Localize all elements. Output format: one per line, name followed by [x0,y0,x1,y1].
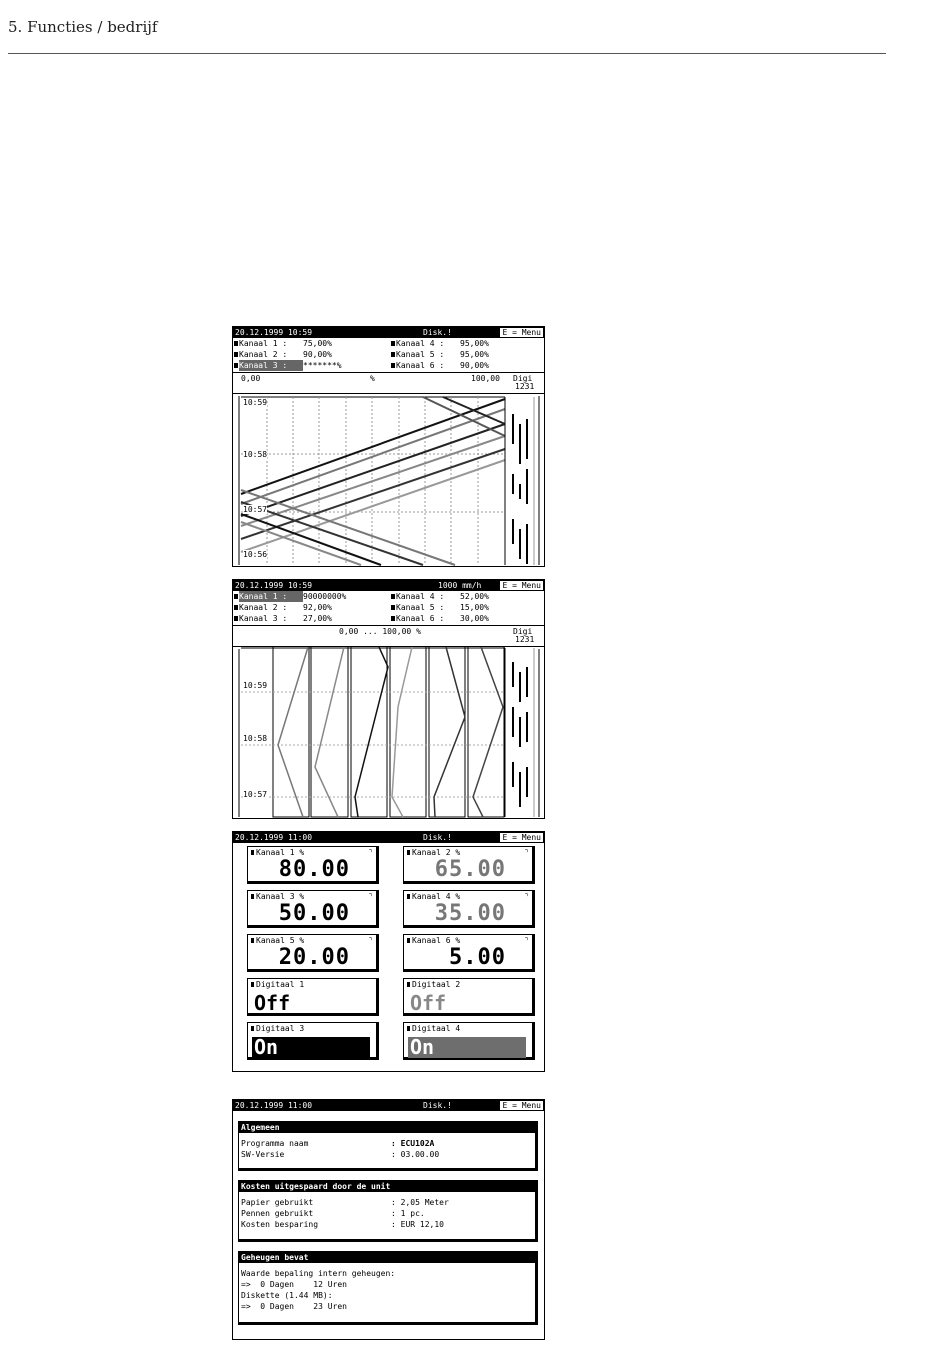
channel-value: 75,00% [303,339,332,348]
channel-name[interactable]: Kanaal 6 : [396,614,445,623]
digital-state: On [254,1035,279,1059]
digital-state: Off [410,991,447,1015]
channel-row [391,360,489,371]
channel-name[interactable]: Kanaal 6 : [396,361,445,370]
channel-row [391,338,489,349]
channel-value: 92,00% [303,603,332,612]
corner-mark-icon: ⌝ [368,892,373,901]
digital-state-bar [408,1037,526,1058]
channel-tile[interactable] [247,846,379,884]
menu-button[interactable]: E = Menu [499,1100,544,1111]
channel-marker [391,605,395,610]
section-title: Geheugen bevat [239,1252,535,1263]
tile-value: 65.00 [434,857,506,882]
digital-tile[interactable] [247,1022,379,1060]
status-bar [233,327,544,338]
info-section-memory [238,1251,538,1325]
time-label: 10:58 [243,734,268,743]
scale-max: 100,00 [471,374,500,383]
channel-row [234,349,342,360]
section-title: Kosten uitgespaard door de unit [239,1181,535,1192]
tile-label: Kanaal 6 % [407,936,460,945]
digital-state: On [410,1035,435,1059]
channel-marker [234,616,238,621]
channel-name[interactable]: Kanaal 1 : [239,339,288,348]
tile-label: Kanaal 1 % [251,848,304,857]
channel-value: 95,00% [460,350,489,359]
channel-row [234,338,342,349]
channel-row [391,613,489,624]
status-mode: Disk.! [423,328,452,337]
scale-text: 0,00 ... 100,00 % [339,627,421,636]
channel-value: *******% [303,361,342,370]
info-row: Pennen gebruikt : 1 pc. [241,1209,425,1218]
channel-marker [234,341,238,346]
digital-tile[interactable] [247,978,379,1016]
channel-value: 95,00% [460,339,489,348]
page-header: 5. Functies / bedrijf [8,18,158,36]
header-rule [8,53,886,54]
channel-tile[interactable] [403,890,535,928]
channel-tile[interactable] [247,934,379,972]
channel-marker [391,594,395,599]
channel-values [233,338,544,373]
status-bar [233,580,544,591]
tile-value: 50.00 [278,901,350,926]
digital-state: Off [254,991,291,1015]
scale-unit: % [370,374,375,383]
info-line: Waarde bepaling intern geheugen: [241,1269,396,1278]
time-label: 10:59 [243,398,268,407]
info-screen [232,1099,545,1340]
digital-label: Digi [513,627,533,636]
channel-row [234,602,346,613]
tile-label: Kanaal 5 % [251,936,304,945]
time-label: 10:59 [243,681,268,690]
trend-lines-horizontal [233,394,544,567]
channel-row [234,613,346,624]
scale-row [233,373,544,394]
status-datetime: 20.12.1999 11:00 [235,833,313,842]
info-row: Kosten besparing : EUR 12,10 [241,1220,444,1229]
trend-plot [233,394,544,567]
trend-screen-vertical [232,579,545,819]
channel-value: 30,00% [460,614,489,623]
tile-value: 80.00 [278,857,350,882]
channel-name[interactable]: Kanaal 2 : [239,350,288,359]
digital-state-bar [252,1037,370,1058]
channel-marker [391,341,395,346]
status-datetime: 20.12.1999 11:00 [235,1101,313,1110]
channel-row [234,591,346,602]
channel-value: 52,00% [460,592,489,601]
digital-tile[interactable] [403,978,535,1016]
trend-screen-horizontal [232,326,545,567]
status-bar [233,832,544,843]
digital-label: Digi [513,374,533,383]
channel-value: 90000000% [303,592,347,601]
channel-marker [391,616,395,621]
info-row: Papier gebruikt : 2,05 Meter [241,1198,449,1207]
info-row: Programma naam : ECU102A [241,1139,435,1148]
info-section-general [238,1121,538,1171]
channel-marker [234,352,238,357]
channel-row [391,602,489,613]
menu-button[interactable]: E = Menu [499,580,544,591]
section-title: Algemeen [239,1122,535,1133]
info-line: => 0 Dagen 23 Uren [241,1302,347,1311]
time-label: 10:56 [243,550,268,559]
channel-value: 15,00% [460,603,489,612]
channel-value: 90,00% [460,361,489,370]
tile-value: 35.00 [434,901,506,926]
time-label: 10:58 [243,450,268,459]
info-row: SW-Versie : 03.00.00 [241,1150,440,1159]
tile-label: Digitaal 1 [251,980,304,989]
digital-numbers: 1231 [515,635,535,644]
channel-row [234,360,342,371]
channel-value: 27,00% [303,614,332,623]
channel-row [391,349,489,360]
channel-values [233,591,544,626]
channel-tile[interactable] [403,934,535,972]
channel-tile[interactable] [247,890,379,928]
channel-name-selected[interactable]: Kanaal 1 : [239,591,303,602]
tile-value: 20.00 [278,945,350,970]
info-section-costs [238,1180,538,1242]
time-label: 10:57 [243,505,268,514]
corner-mark-icon: ⌝ [368,936,373,945]
channel-name[interactable]: Kanaal 5 : [396,350,445,359]
scale-row [233,626,544,647]
status-mode: Disk.! [423,1101,452,1110]
digital-numbers: 1231 [515,382,535,391]
corner-mark-icon: ⌝ [524,848,529,857]
info-line: Diskette (1.44 MB): [241,1291,333,1300]
channel-name[interactable]: Kanaal 3 : [239,614,288,623]
info-line: => 0 Dagen 12 Uren [241,1280,347,1289]
status-mode: Disk.! [423,833,452,842]
status-datetime: 20.12.1999 10:59 [235,328,313,337]
tile-label: Digitaal 2 [407,980,460,989]
digital-tile[interactable] [403,1022,535,1060]
status-datetime: 20.12.1999 10:59 [235,581,313,590]
menu-button[interactable]: E = Menu [499,832,544,843]
channel-name[interactable]: Kanaal 5 : [396,603,445,612]
channel-marker [234,363,238,368]
trend-lines-vertical [233,647,544,819]
channel-value: 90,00% [303,350,332,359]
channel-name-selected[interactable]: Kanaal 3 : [239,360,303,371]
tile-value: 5.00 [449,945,506,970]
tile-label: Digitaal 4 [407,1024,460,1033]
menu-button[interactable]: E = Menu [499,327,544,338]
channel-marker [234,605,238,610]
band-plot [233,647,544,819]
channel-name[interactable]: Kanaal 2 : [239,603,288,612]
channel-marker [234,594,238,599]
tile-label: Kanaal 4 % [407,892,460,901]
corner-mark-icon: ⌝ [524,892,529,901]
tile-label: Digitaal 3 [251,1024,304,1033]
channel-marker [391,352,395,357]
channel-row [391,591,489,602]
tile-label: Kanaal 2 % [407,848,460,857]
channel-tile[interactable] [403,846,535,884]
scale-min: 0,00 [241,374,261,383]
corner-mark-icon: ⌝ [524,936,529,945]
channel-name[interactable]: Kanaal 4 : [396,592,445,601]
channel-name[interactable]: Kanaal 4 : [396,339,445,348]
time-label: 10:57 [243,790,268,799]
tile-label: Kanaal 3 % [251,892,304,901]
corner-mark-icon: ⌝ [368,848,373,857]
channel-marker [391,363,395,368]
value-screen [232,831,545,1072]
status-mode: 1000 mm/h [438,581,482,590]
status-bar [233,1100,544,1111]
